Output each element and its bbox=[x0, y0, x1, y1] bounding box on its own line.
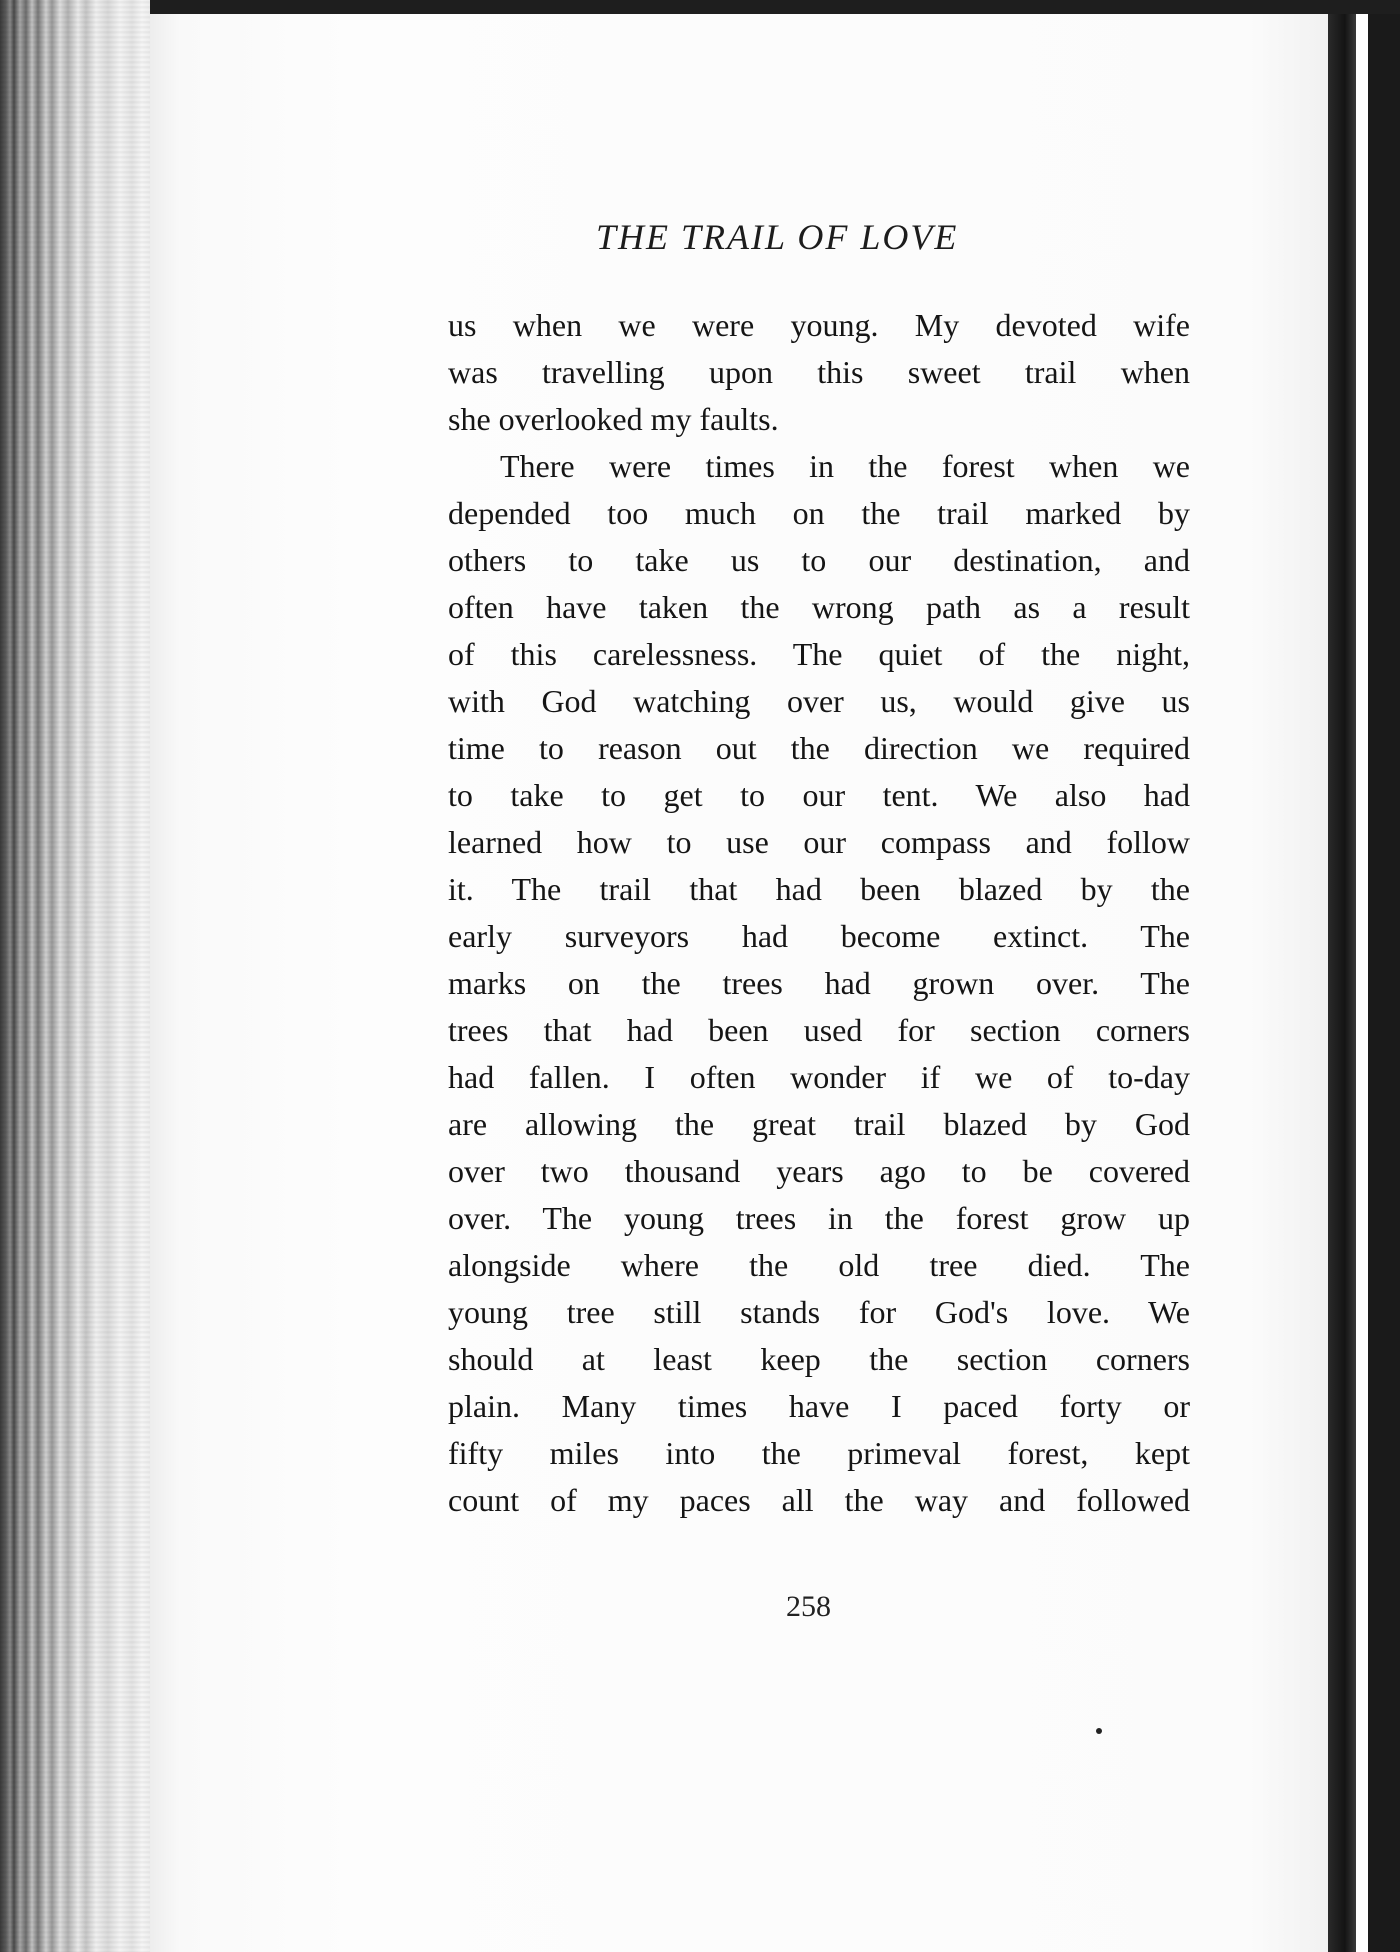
text-line: over two thousand years ago to be covered bbox=[448, 1153, 1190, 1189]
text-line: of this carelessness. The quiet of the night, bbox=[448, 636, 1190, 672]
text-line: with God watching over us, would give us bbox=[448, 683, 1190, 719]
text-line: over. The young trees in the forest grow up bbox=[448, 1200, 1190, 1236]
text-line: fifty miles into the primeval forest, kept bbox=[448, 1435, 1190, 1471]
text-line: There were times in the forest when we bbox=[500, 448, 1190, 484]
running-head: THE TRAIL OF LOVE bbox=[596, 217, 959, 257]
text-line: was travelling upon this sweet trail when bbox=[448, 354, 1190, 390]
binding-gap bbox=[1356, 14, 1368, 1952]
text-line: trees that had been used for section corners bbox=[448, 1012, 1190, 1048]
text-line: count of my paces all the way and followed bbox=[448, 1482, 1190, 1518]
stacked-page-edges bbox=[0, 0, 150, 1952]
right-edge-shadow bbox=[1368, 14, 1400, 1952]
text-line: others to take us to our destination, and bbox=[448, 542, 1190, 578]
text-line: to take to get to our tent. We also had bbox=[448, 777, 1190, 813]
text-line: are allowing the great trail blazed by God bbox=[448, 1106, 1190, 1142]
top-edge-shadow bbox=[0, 0, 1400, 14]
text-line: had fallen. I often wonder if we of to-day bbox=[448, 1059, 1190, 1095]
text-line: marks on the trees had grown over. The bbox=[448, 965, 1190, 1001]
ink-speck bbox=[1096, 1728, 1102, 1734]
text-line: it. The trail that had been blazed by the bbox=[448, 871, 1190, 907]
book-binding bbox=[1328, 14, 1356, 1952]
text-line: early surveyors had become extinct. The bbox=[448, 918, 1190, 954]
paragraph bbox=[448, 443, 1190, 1524]
text-line: young tree still stands for God's love. We bbox=[448, 1294, 1190, 1330]
page-number: 258 bbox=[786, 1590, 831, 1623]
text-line: us when we were young. My devoted wife bbox=[448, 307, 1190, 343]
text-line: plain. Many times have I paced forty or bbox=[448, 1388, 1190, 1424]
text-line: should at least keep the section corners bbox=[448, 1341, 1190, 1377]
text-line: she overlooked my faults. bbox=[448, 401, 779, 437]
body-text bbox=[448, 302, 1190, 1524]
text-line: time to reason out the direction we required bbox=[448, 730, 1190, 766]
text-line: depended too much on the trail marked by bbox=[448, 495, 1190, 531]
text-line: alongside where the old tree died. The bbox=[448, 1247, 1190, 1283]
text-line: often have taken the wrong path as a result bbox=[448, 589, 1190, 625]
paragraph bbox=[448, 302, 1190, 443]
text-line: learned how to use our compass and follow bbox=[448, 824, 1190, 860]
